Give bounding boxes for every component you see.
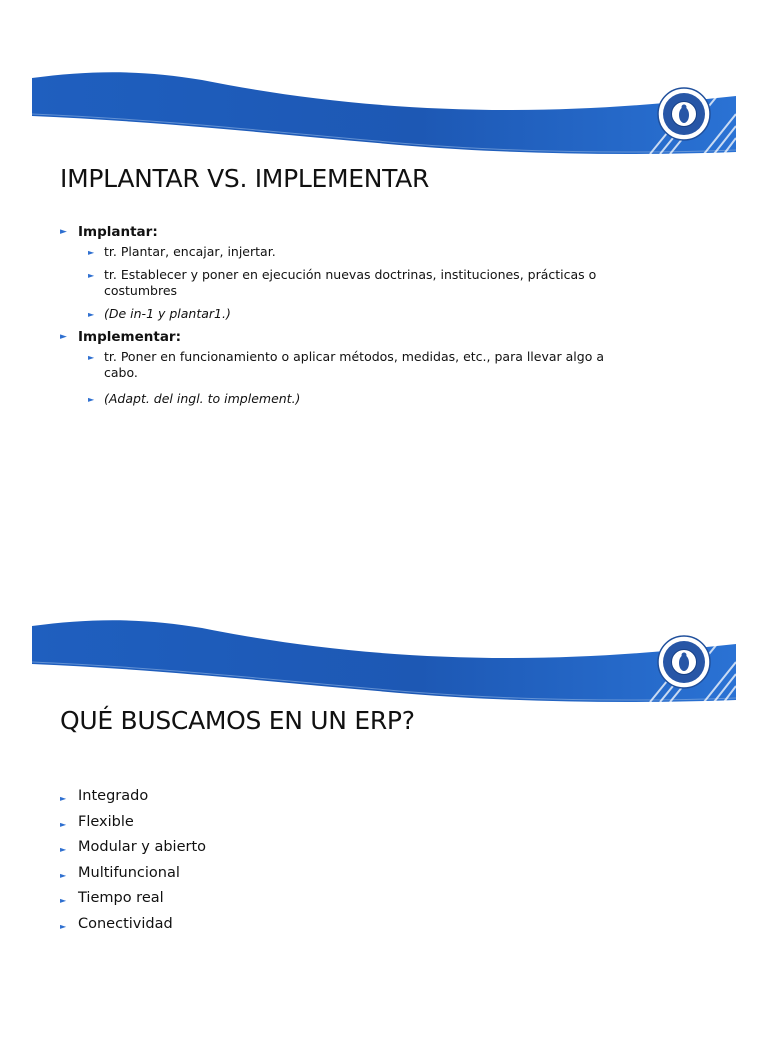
triangle-right-icon: ► [60,794,67,803]
triangle-right-icon: ► [88,395,95,404]
triangle-right-icon: ► [88,310,95,319]
triangle-right-icon: ► [60,896,67,906]
definition-list [60,218,614,414]
list-item: ► Flexible [60,813,206,831]
header-banner [32,70,736,160]
slide-title: IMPLANTAR VS. IMPLEMENTAR [60,164,430,193]
slide-1 [0,0,768,512]
triangle-right-icon: ► [60,845,67,855]
list-item: ► Tiempo real [60,889,206,907]
triangle-right-icon: ► [60,870,67,880]
section-heading: Implantar: [78,224,158,240]
list-item: ► tr. Establecer y poner en ejecución nuevas doctrinas, instituciones, prácticas o costumbres [88,267,597,298]
header-banner [32,618,736,708]
list-item: ► Conectividad [60,915,206,933]
triangle-right-icon: ► [60,332,67,342]
section-implantar [60,224,614,322]
triangle-right-icon: ► [60,921,67,931]
feature-list [60,787,206,941]
triangle-right-icon: ► [88,248,95,257]
triangle-right-icon: ► [88,353,95,362]
list-item: ► (De in-1 y plantar1.) [88,306,231,321]
section-heading: Implementar: [78,329,181,345]
list-item: ► tr. Plantar, encajar, injertar. [88,244,276,259]
triangle-right-icon: ► [60,227,67,237]
list-item: ► Integrado [60,787,206,805]
triangle-right-icon: ► [88,271,95,280]
list-item: ► (Adapt. del ingl. to implement.) [88,391,301,406]
list-item: ► Multifuncional [60,864,206,882]
list-item: ► Modular y abierto [60,838,206,856]
triangle-right-icon: ► [60,819,67,829]
list-item: ► tr. Poner en funcionamiento o aplicar métodos, medidas, etc., para llevar algo a cabo. [88,349,604,380]
slide-title: QUÉ BUSCAMOS EN UN ERP? [60,706,415,735]
slide-2 [0,548,768,1060]
section-implementar [60,329,614,407]
